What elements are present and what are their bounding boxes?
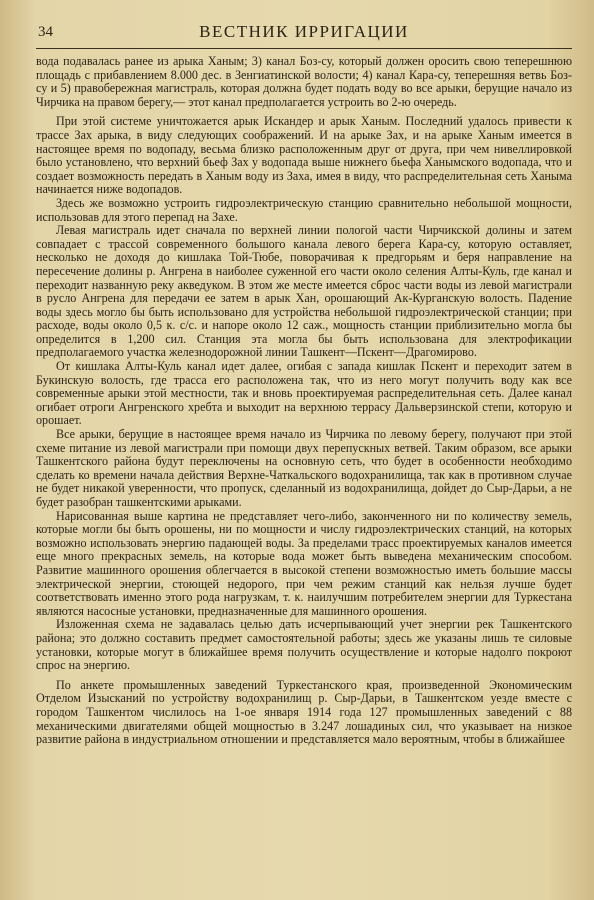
paragraph: Левая магистраль идет сначала по верхней линии пологой части Чирчикской долины и затем совпадает с трассой современного большого канала левого берега Кара-су, которую оставляет, несколько не доходя до кишлака Той-Тюбе, поворачивая к предгорьям и беря направление на пересечение долины р. Ангрена в наиболее суженной его части около селения Алты-Куль, где канал и переходит названную реку акведуком. В этом же месте имеется сброс части воды из левой магистрали в русло Ангрена для передачи ее затем в арык Хан, орошающий Ак-Курганскую волость. Падение воды здесь могло бы быть использовано для устройства небольшой гидроэлектрической станции; при расходе, воды около 0,5 к. с/с. и напоре около 12 саж., мощность станции приблизительно могла бы определится в 1,200 сил. Станция эта могла бы быть использована для электрофикации предполагаемого участка железнодорожной линии Ташкент—Пскент—Драгомирово. [36,223,572,360]
paragraph: Изложенная схема не задавалась целью дать исчерпывающий учет энергии рек Ташкентского района; это должно составить предмет самостоятельной работы; здесь же указаны лишь те силовые установки, которые могут в ближайшее время получить осуществление и которые надолго покроют спрос на энергию. [36,617,572,673]
paragraph: Нарисованная выше картина не представляет чего-либо, законченного ни по количеству земель, которые могли бы быть орошены, ни по мощности и числу гидроэлектрических станций, на которых возможно использовать энергию падающей воды. За пределами трасс проектируемых каналов имеется еще много прекрасных земель, на которые вода может быть выведена механическим способом. Развитие машинного орошения облегчается в высокой степени возможностью иметь большие массы электрической энергии, стоющей недорого, при чем режим станций как нельзя лучше будет соответствовать именно этого рода нагрузкам, т. к. наилучшим потребителем энергии для Туркестана являются насосные установки, предназначенные для машинного орошения. [36,508,572,618]
paragraph: Все арыки, берущие в настоящее время начало из Чирчика по левому берегу, получают при этой схеме питание из левой магистрали при помощи двух перепускных ветвей. Таким образом, все арыки Ташкентского района будут переключены на основную сеть, что будет в особенности необходимо сделать ко времени начала действия Верхне-Чаткальского водохранилища, так как в противном случае не будет никакой уверенности, что пропуск, сделанный из водохранилища, дойдет до Сыр-Дарьи, а не будет разобран ташкентскими арыками. [36,427,572,509]
paragraph: вода подавалась ранее из арыка Ханым; 3) канал Боз-су, который должен оросить свою теперешнюю площадь с прибавлением 8.000 дес. в Зенгиатинской волости; 4) канал Кара-су, теперешняя ветвь Боз-су и 5) правобережная магистраль, которая должна будет подать воду во все арыки, берущие начало из Чирчика на правом берегу,— этот канал предполагается устроить во 2-ю очередь. [36,54,572,109]
paragraph: При этой системе уничтожается арык Искандер и арык Ханым. Последний удалось привести к трассе Зах арыка, в виду следующих соображений. И на арыке Зах, и на арыке Ханым имеется в настоящее время по водопаду, весьма близко расположенным друг от друга, при чем нивеллировкой было установлено, что верхний бьеф Зах у водопада выше нижнего бьефа Ханымского водопада, что и создает возможность передать в Ханым воду из Заха, имея в виду, что распределительная сеть Ханыма начинается ниже водопадов. [36,114,572,197]
paragraph: По анкете промышленных заведений Туркестанского края, произведенной Экономическим Отделом Изысканий по устройству водохранилищ р. Сыр-Дарьи, в Ташкентском уезде вместе с городом Ташкентом числилось на 1-ое января 1914 года 127 промышленных заведений с 88 механическими двигателями общей мощностью в 3.247 лошадиных сил, что указывает на низкое развитие района в индустриальном отношении и представляется мало вероятным, чтобы в ближайшее [36,677,572,747]
journal-title: ВЕСТНИК ИРРИГАЦИИ [199,22,409,41]
paragraph: От кишлака Алты-Куль канал идет далее, огибая с запада кишлак Пскент и переходит затем в Букинскую волость, где трасса его расположена так, что из него могут получить воду как все современные арыки этой местности, так и вновь проектируемая распределительная сеть. Далее канал огибает отроги Ангренского хребта и выходит на верхнюю террасу Дальверзинской степи, которую и орошает. [36,359,572,428]
article-body [36,55,572,747]
page-number: 34 [38,24,53,40]
page-header [36,18,572,49]
paragraph: Здесь же возможно устроить гидроэлектрическую станцию сравнительно небольшой мощности, использовав для этого перепад на Захе. [36,195,572,224]
